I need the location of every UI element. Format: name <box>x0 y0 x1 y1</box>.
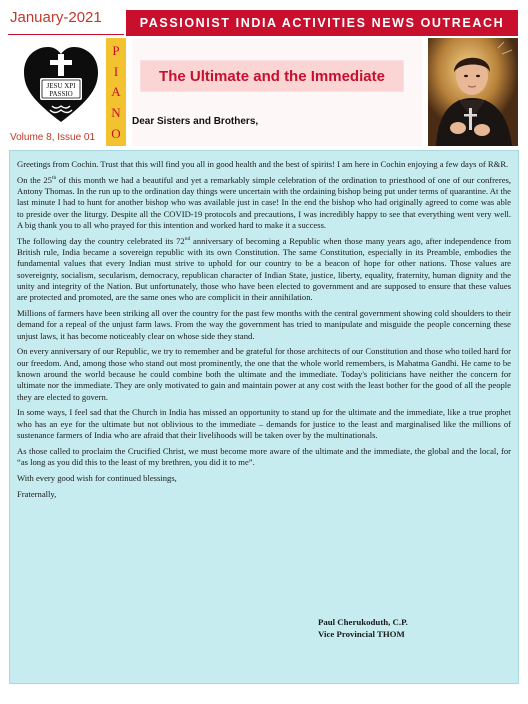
date-divider <box>8 34 124 35</box>
logo-text-bottom: PASSIO <box>49 90 73 98</box>
signature-title: Vice Provincial THOM <box>318 629 405 639</box>
paragraph-church: In some ways, I feel sad that the Church in India has missed an opportunity to stand up for the ultimate and the immediate, like a true prophet who has an eye for the ultimate but not oblivious to the immediate – demands for justice to the least and marginalised like the millions of sustenance farmers of India who are afraid that their livelihoods will be taken over by the multinationals. <box>17 407 511 441</box>
piano-letter: P <box>112 42 120 58</box>
letter-body <box>9 150 519 684</box>
volume-issue: Volume 8, Issue 01 <box>10 132 96 143</box>
piano-strip <box>106 38 126 146</box>
piano-letter: O <box>111 126 121 142</box>
piano-letter: A <box>111 84 121 100</box>
passionist-sign-icon <box>22 44 100 126</box>
piano-letter: I <box>113 63 119 79</box>
paragraph-crucified: As those called to proclaim the Crucified Christ, we must become more aware of the ultimate and the immediate, the global and the local, for “as long as you did this to the least of my brethren, you did it to me”. <box>17 445 511 468</box>
saint-portrait-image <box>428 38 518 146</box>
paragraph-wishes: With every good wish for continued blessings, <box>17 472 177 483</box>
paragraph-ordination: On the 25th of this month we had a beautiful and yet a remarkably simple celebration of the ordination to priesthood of one of our confreres, Antony Thomas. In the run up to the ordination day things were uncertain with the ordaining bishop being put under terms of quarantine. At the last minute I had to hunt for another bishop who was available just in case! In the end the bishop who had originally agreed to come was able to preside over the liturgy. Despite all the COVID-19 protocols and precautions, I was incredibly happy to see that everything went very well. A big thank you to all who prayed for this intention and worked hard to make it a success. <box>17 174 511 230</box>
article-title: The Ultimate and the Immediate <box>140 60 404 92</box>
signature-name: Paul Cherukoduth, C.P. <box>318 617 408 627</box>
newsletter-banner: PASSIONIST INDIA ACTIVITIES NEWS OUTREACH <box>126 10 518 36</box>
logo-text-top: JESU XPI <box>46 82 76 90</box>
issue-date: January-2021 <box>10 9 102 26</box>
paragraph-greeting: Greetings from Cochin. Trust that this will find you all in good health and the best of spirits! I am here in Cochin enjoying a few days of R&R. <box>17 159 509 169</box>
paragraph-farmers: Millions of farmers have been striking all over the country for the past few months with the central government showing cold shoulders to their demand for a repeal of the unjust farm laws. From the way the government has tried to manipulate and misguide the people concerning these unjust laws, it has become noticeably clear on whose side they stand. <box>17 308 511 341</box>
paragraph-republic: The following day the country celebrated its 72nd anniversary of becoming a Republic when those many years ago, after independence from British rule, India became a sovereign republic with its own Constitution. The same Constitution, especially in its Preamble, embodies the fundamental values that every Indian must strive to uphold for our country to be a beacon of hope for other nations. Those values are sovereignty, socialism, secularism, democracy, republican character of Indian State, justice, liberty, equality, fraternity, human dignity and the unity and integrity of the Nation. But unfortunately, those who have been elected to government and are supposed to ensure that these values are protected and promoted, are the same ones who are complicit in their annihilation. <box>17 235 512 303</box>
piano-letter: N <box>111 105 121 121</box>
signature-block <box>318 616 408 640</box>
paragraph-gandhi: On every anniversary of our Republic, we try to remember and be grateful for those architects of our Constitution and those who toiled hard for our freedom. And, among those who stand out most prominently, the one that the whole world remembers, is Mahatma Gandhi. He came to be known around the world because he could combine both the ultimate and the immediate. Today's politicians have neither the concern for ultimate nor the immediate. They are only motivated to gain and maintain power at any cost with the least bother for the good of all the people they are elected to govern. <box>17 346 511 402</box>
salutation: Dear Sisters and Brothers, <box>132 116 259 127</box>
closing: Fraternally, <box>17 488 57 499</box>
title-panel <box>132 38 422 146</box>
